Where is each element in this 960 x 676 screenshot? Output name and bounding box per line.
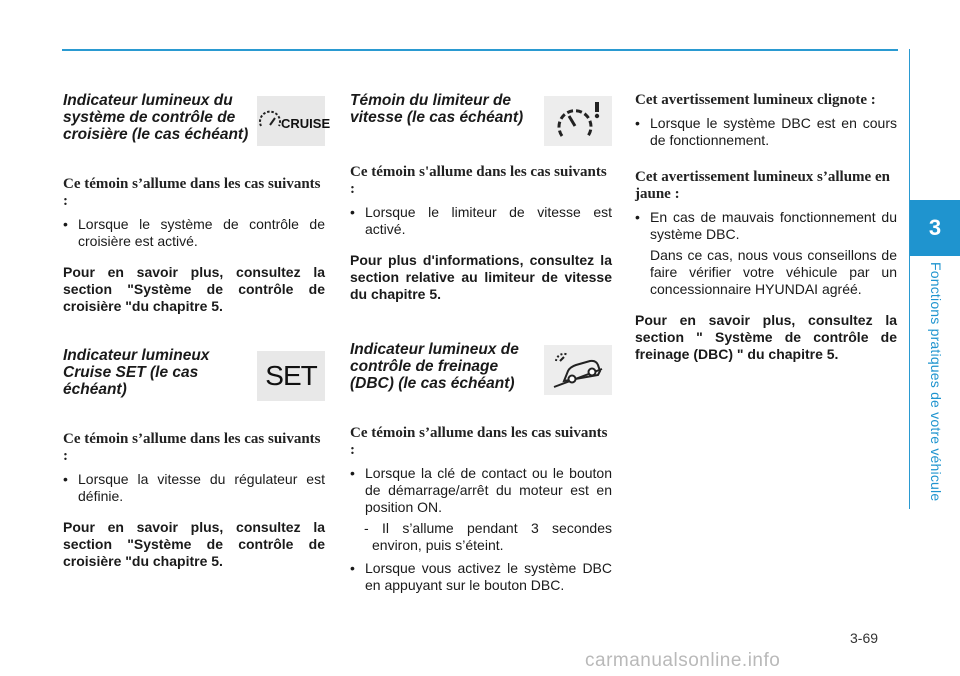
chapter-tab: 3 (910, 200, 960, 256)
watermark: carmanualsonline.info (585, 650, 781, 671)
set-heading: Indicateur lumineux Cruise SET (le cas échéant) (63, 347, 210, 398)
cruise-subheading: Ce témoin s’allume dans les cas suivants : (63, 176, 321, 209)
cruise-indicator-icon (257, 96, 331, 146)
set-section-header (63, 347, 325, 417)
dbc-blink-subheading: Cet avertissement lumineux clignote : (635, 92, 876, 108)
page-number: 3-69 (850, 630, 879, 646)
column-1 (63, 92, 331, 570)
dbc-icon-graphic (550, 347, 606, 393)
cruise-icon-text: CRUISE (281, 116, 331, 131)
top-rule (62, 49, 898, 51)
set-icon-text: SET (265, 360, 317, 391)
set-indicator-icon (257, 351, 325, 401)
limiter-reference: Pour plus d'informations, consultez la section relative au limiteur de vitesse du chapitre 5. (350, 252, 612, 302)
dbc-subheading: Ce témoin s’allume dans les cas suivants : (350, 425, 608, 458)
cruise-icon-graphic (257, 104, 331, 138)
chapter-title: Fonctions pratiques de votre véhicule (928, 262, 944, 502)
dbc-section-header (350, 341, 612, 411)
dbc-yellow-bullet: • En cas de mauvais fonctionnement du système DBC. (635, 209, 897, 243)
dbc-bullet-button: • Lorsque vous activez le système DBC en appuyant sur le bouton DBC. (350, 560, 612, 594)
set-subheading: Ce témoin s’allume dans les cas suivants : (63, 431, 321, 464)
dbc-bullet-ignition: • Lorsque la clé de contact ou le bouton de démarrage/arrêt du moteur est en position ON. (350, 465, 612, 516)
limiter-bullet: • Lorsque le limiteur de vitesse est activé. (350, 204, 612, 238)
dbc-blink-bullet: • Lorsque le système DBC est en cours de fonctionnement. (635, 115, 897, 149)
limiter-icon-graphic (550, 98, 606, 144)
column-2 (350, 92, 612, 598)
dbc-yellow-advice: Dans ce cas, nous vous conseillons de faire vérifier votre véhicule par un concessionnaire HYUNDAI agréé. (650, 247, 897, 297)
cruise-section-header (63, 92, 331, 162)
limiter-subheading: Ce témoin s'allume dans les cas suivants : (350, 164, 607, 197)
column-3 (635, 92, 897, 363)
dbc-dash-item: - Il s’allume pendant 3 secondes environ, puis s’éteint. (364, 520, 612, 553)
cruise-reference: Pour en savoir plus, consultez la section "Système de contrôle de croisière "du chapitre 5. (63, 264, 325, 314)
limiter-section-header (350, 92, 612, 150)
dbc-reference: Pour en savoir plus, consultez la section " Système de contrôle de freinage (DBC) " du chapitre 5. (635, 312, 897, 362)
cruise-bullet: • Lorsque le système de contrôle de croisière est activé. (63, 216, 325, 250)
speed-limiter-icon (544, 96, 612, 146)
dbc-heading: Indicateur lumineux de contrôle de freinage (DBC) (le cas échéant) (350, 341, 519, 392)
limiter-heading: Témoin du limiteur de vitesse (le cas échéant) (350, 92, 524, 126)
set-reference: Pour en savoir plus, consultez la section "Système de contrôle de croisière "du chapitre 5. (63, 519, 325, 569)
dbc-downhill-brake-icon (544, 345, 612, 395)
side-rule (909, 49, 910, 509)
cruise-heading: Indicateur lumineux du système de contrôle de croisière (le cas échéant) (63, 92, 249, 143)
set-bullet: • Lorsque la vitesse du régulateur est définie. (63, 471, 325, 505)
dbc-yellow-subheading: Cet avertissement lumineux s’allume en jaune : (635, 169, 890, 202)
